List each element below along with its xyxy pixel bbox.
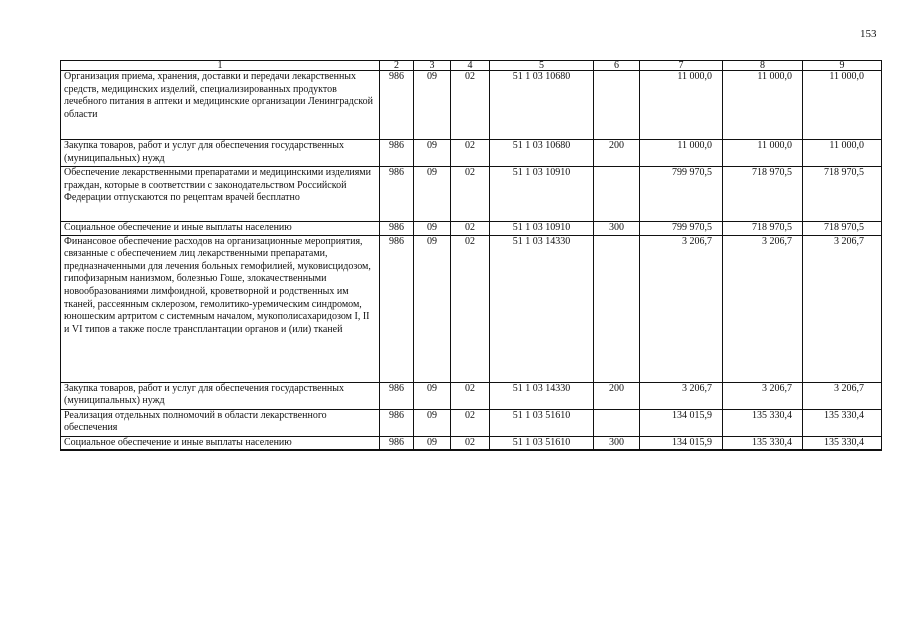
- table-row: [61, 140, 882, 167]
- header-cell: 7: [640, 61, 723, 71]
- cell-expense-type: 300: [594, 222, 640, 236]
- cell-section: 09: [414, 222, 451, 236]
- cell-subsection: 02: [451, 235, 490, 382]
- cell-expense-type: [594, 409, 640, 436]
- cell-amount-8: 718 970,5: [723, 222, 803, 236]
- cell-expense-type: 200: [594, 140, 640, 167]
- table-row: [61, 436, 882, 450]
- cell-target-article: 51 1 03 10680: [490, 71, 594, 140]
- cell-target-article: 51 1 03 10910: [490, 222, 594, 236]
- cell-ministry-code: 986: [380, 382, 414, 409]
- header-cell: 4: [451, 61, 490, 71]
- cell-amount-8: 718 970,5: [723, 167, 803, 222]
- cell-ministry-code: 986: [380, 409, 414, 436]
- cell-subsection: 02: [451, 436, 490, 450]
- cell-subsection: 02: [451, 167, 490, 222]
- cell-ministry-code: 986: [380, 140, 414, 167]
- cell-amount-9: 135 330,4: [803, 409, 882, 436]
- row-name-cell: Реализация отдельных полномочий в области лекарственного обеспечения: [61, 409, 380, 436]
- row-name-cell: Обеспечение лекарственными препаратами и медицинскими изделиями граждан, которые в соответствии с законодательством Российской Федерации отпускаются по рецептам врачей бесплатно: [61, 167, 380, 222]
- cell-target-article: 51 1 03 51610: [490, 409, 594, 436]
- cell-target-article: 51 1 03 14330: [490, 235, 594, 382]
- cell-amount-7: 134 015,9: [640, 436, 723, 450]
- cell-section: 09: [414, 235, 451, 382]
- cell-ministry-code: 986: [380, 71, 414, 140]
- header-row: [61, 61, 882, 71]
- cell-section: 09: [414, 140, 451, 167]
- cell-amount-7: 11 000,0: [640, 140, 723, 167]
- cell-section: 09: [414, 167, 451, 222]
- table-row: [61, 222, 882, 236]
- cell-subsection: 02: [451, 140, 490, 167]
- cell-target-article: 51 1 03 10680: [490, 140, 594, 167]
- cell-subsection: 02: [451, 71, 490, 140]
- cell-ministry-code: 986: [380, 436, 414, 450]
- cell-amount-9: 718 970,5: [803, 222, 882, 236]
- row-name-cell: Закупка товаров, работ и услуг для обеспечения государственных (муниципальных) нужд: [61, 140, 380, 167]
- cell-subsection: 02: [451, 382, 490, 409]
- header-cell: 8: [723, 61, 803, 71]
- cell-ministry-code: 986: [380, 167, 414, 222]
- table-row: [61, 71, 882, 140]
- cell-amount-7: 3 206,7: [640, 235, 723, 382]
- table-row: [61, 409, 882, 436]
- header-cell: 2: [380, 61, 414, 71]
- cell-subsection: 02: [451, 409, 490, 436]
- cell-expense-type: [594, 235, 640, 382]
- cell-amount-8: 3 206,7: [723, 382, 803, 409]
- cell-target-article: 51 1 03 14330: [490, 382, 594, 409]
- cell-target-article: 51 1 03 10910: [490, 167, 594, 222]
- cell-amount-8: 3 206,7: [723, 235, 803, 382]
- cell-amount-7: 11 000,0: [640, 71, 723, 140]
- cell-amount-7: 3 206,7: [640, 382, 723, 409]
- cell-amount-7: 799 970,5: [640, 167, 723, 222]
- row-name-cell: Закупка товаров, работ и услуг для обеспечения государственных (муниципальных) нужд: [61, 382, 380, 409]
- header-cell: 9: [803, 61, 882, 71]
- table-row: [61, 382, 882, 409]
- cell-amount-9: 3 206,7: [803, 382, 882, 409]
- table-row: [61, 167, 882, 222]
- cell-expense-type: 300: [594, 436, 640, 450]
- cell-section: 09: [414, 409, 451, 436]
- table-row: [61, 235, 882, 382]
- cell-amount-8: 135 330,4: [723, 409, 803, 436]
- row-name-cell: Организация приема, хранения, доставки и передачи лекарственных средств, медицинских изделий, специализированных продуктов лечебного питания в аптеки и медицинские организации Ленинградской области: [61, 71, 380, 140]
- page-number: 153: [860, 28, 877, 40]
- cell-amount-9: 718 970,5: [803, 167, 882, 222]
- cell-amount-8: 11 000,0: [723, 140, 803, 167]
- budget-table: [60, 60, 882, 451]
- cell-expense-type: 200: [594, 382, 640, 409]
- row-name-cell: Социальное обеспечение и иные выплаты населению: [61, 222, 380, 236]
- cell-target-article: 51 1 03 51610: [490, 436, 594, 450]
- cell-amount-8: 11 000,0: [723, 71, 803, 140]
- cell-amount-9: 11 000,0: [803, 140, 882, 167]
- header-cell: 5: [490, 61, 594, 71]
- cell-section: 09: [414, 382, 451, 409]
- cell-amount-9: 3 206,7: [803, 235, 882, 382]
- cell-amount-9: 135 330,4: [803, 436, 882, 450]
- cell-expense-type: [594, 167, 640, 222]
- cell-subsection: 02: [451, 222, 490, 236]
- cell-amount-9: 11 000,0: [803, 71, 882, 140]
- row-name-cell: Социальное обеспечение и иные выплаты населению: [61, 436, 380, 450]
- cell-section: 09: [414, 71, 451, 140]
- cell-expense-type: [594, 71, 640, 140]
- cell-amount-7: 799 970,5: [640, 222, 723, 236]
- cell-ministry-code: 986: [380, 235, 414, 382]
- cell-amount-8: 135 330,4: [723, 436, 803, 450]
- header-cell: 3: [414, 61, 451, 71]
- header-cell: 1: [61, 61, 380, 71]
- row-name-cell: Финансовое обеспечение расходов на организационные мероприятия, связанные с обеспечением лиц лекарственными препаратами, предназначенными для лечения больных гемофилией, муковисцидозом, гипофизарным нанизмом, болезнью Гоше, злокачественными новообразованиями лимфоидной, кроветворной и родственных им тканей, рассеянным склерозом, гемолитико-уремическим синдромом, юношеским артритом с системным началом, мукополисахаридозом I, II и VI типов а также после трансплантации органов и (или) тканей: [61, 235, 380, 382]
- cell-ministry-code: 986: [380, 222, 414, 236]
- cell-section: 09: [414, 436, 451, 450]
- header-cell: 6: [594, 61, 640, 71]
- cell-amount-7: 134 015,9: [640, 409, 723, 436]
